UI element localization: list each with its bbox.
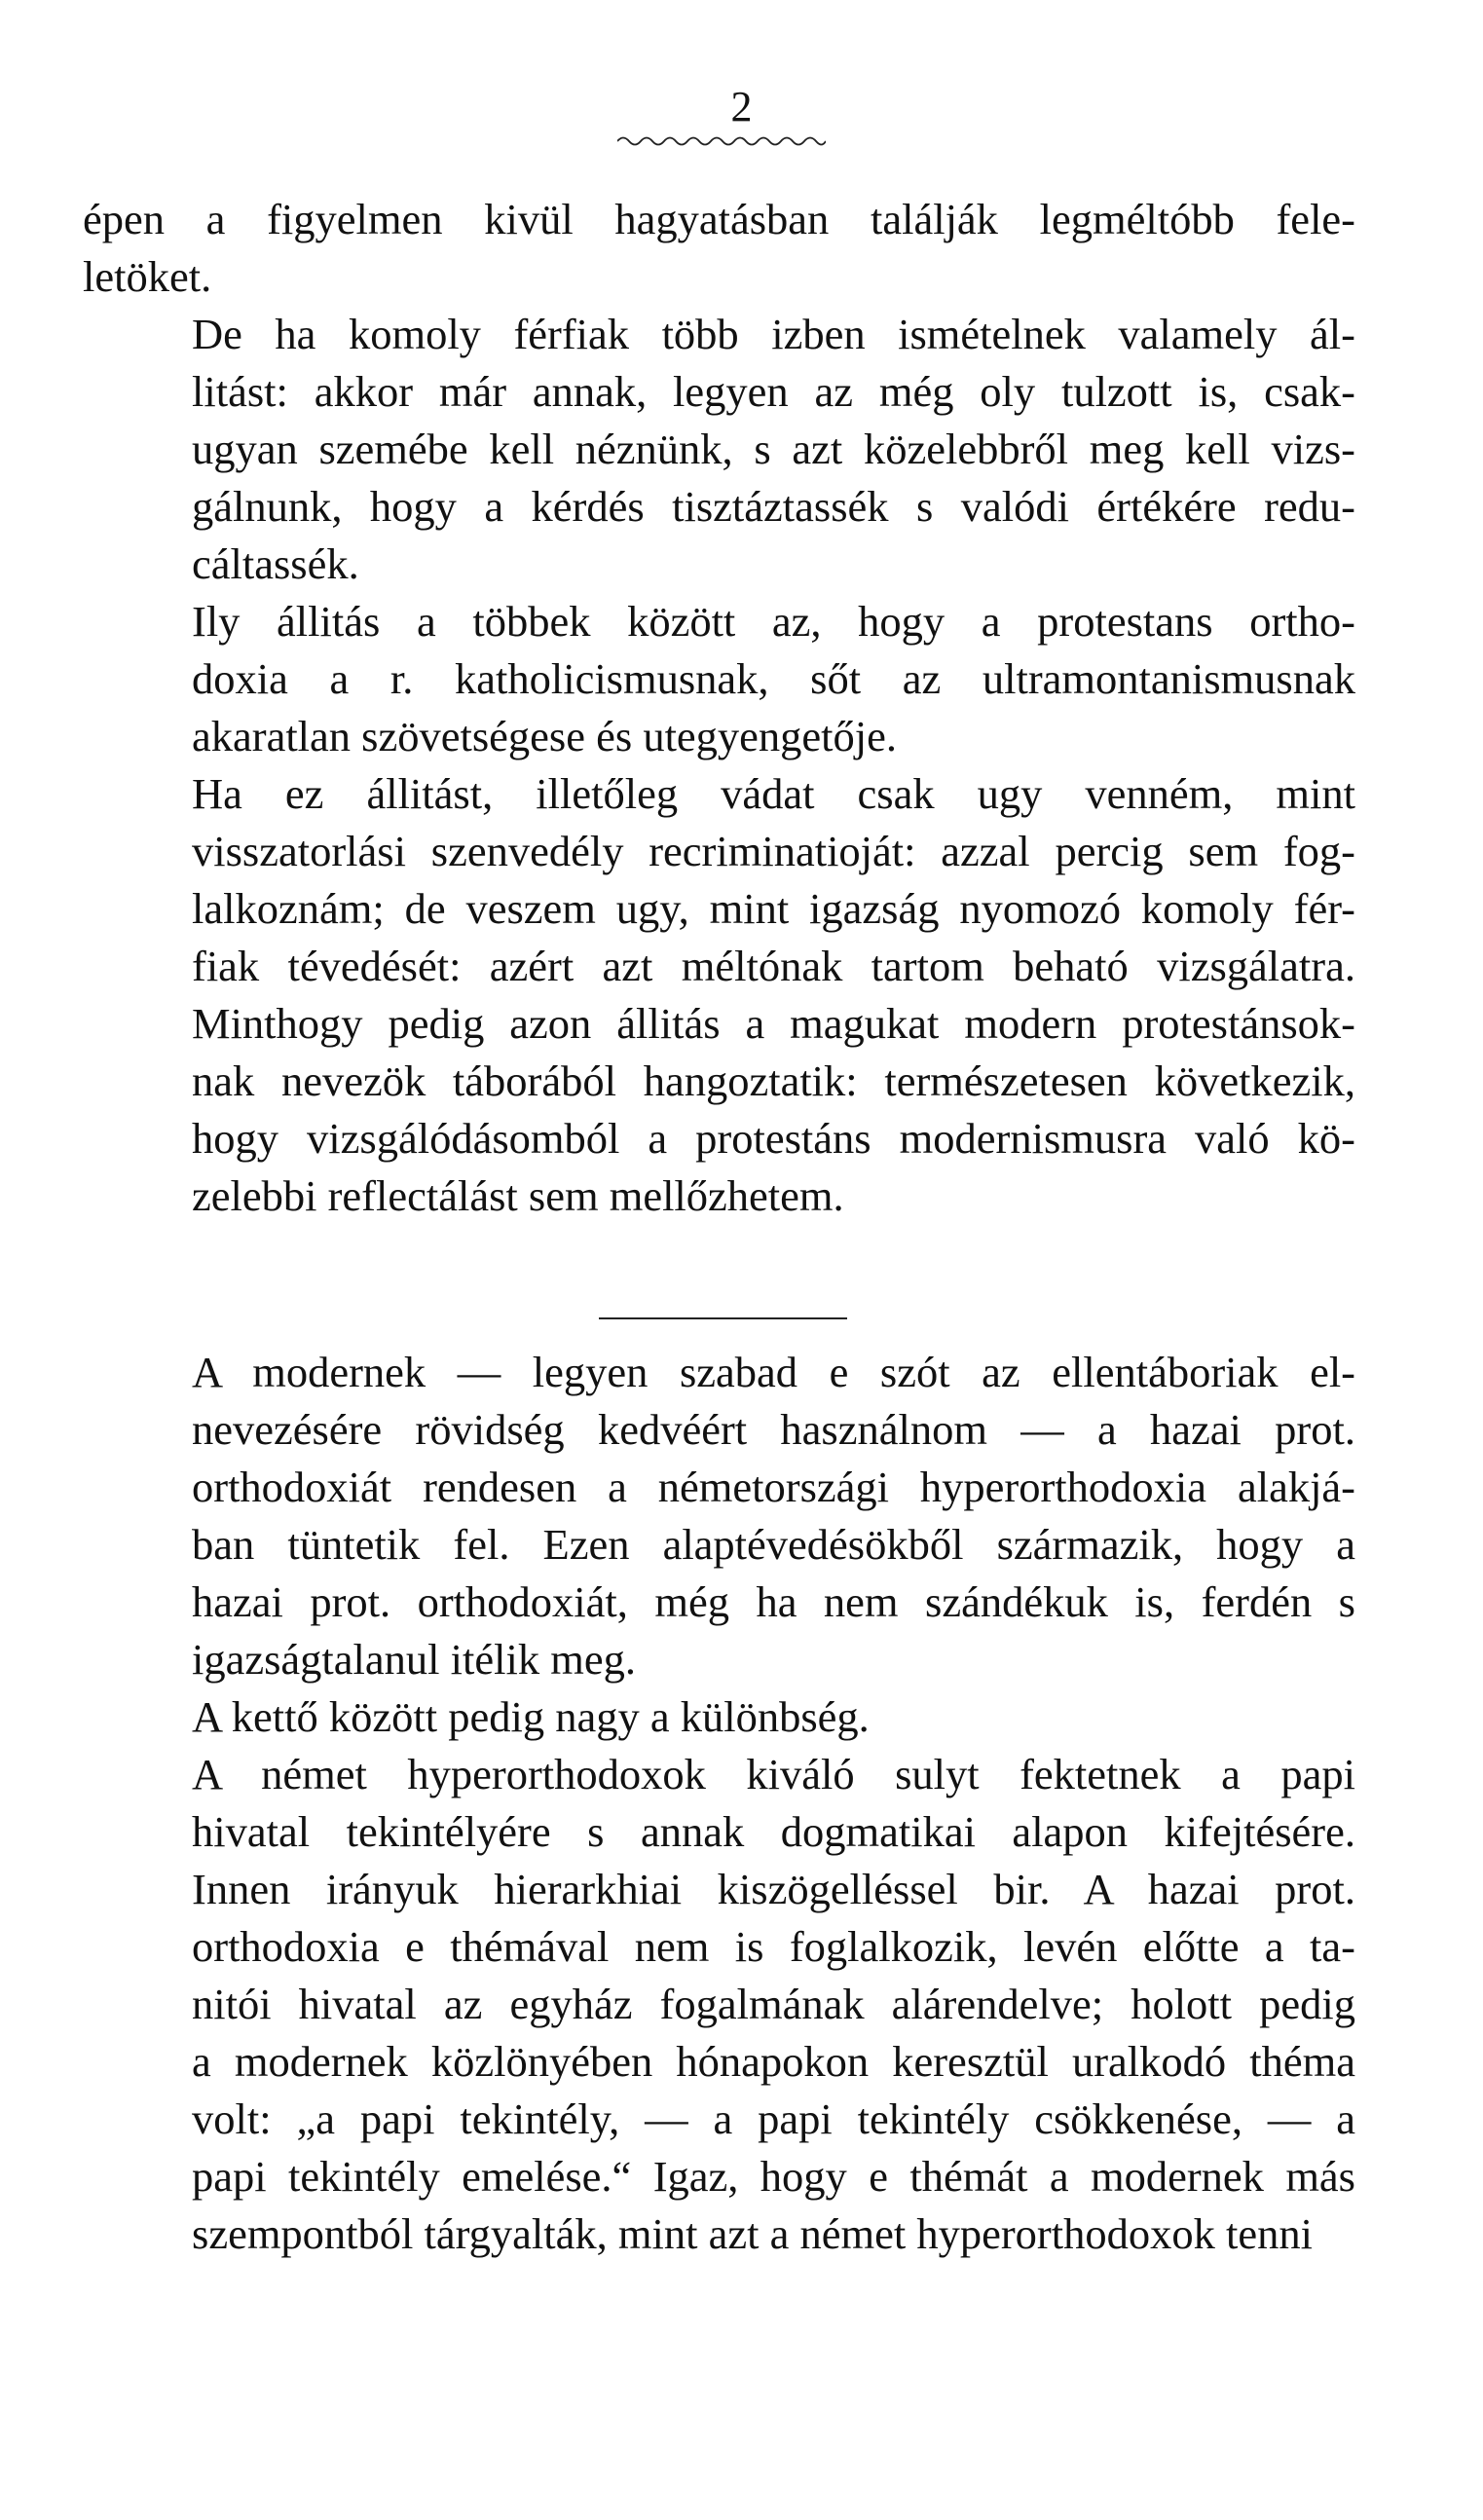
text-line: litást: akkor már annak, legyen az még oly tulzott is, csak- bbox=[192, 367, 1355, 416]
text-line: igazságtalanul itélik meg. bbox=[192, 1635, 636, 1684]
text-line: épen a figyelmen kivül hagyatásban találják legméltóbb fele- bbox=[83, 195, 1355, 243]
paragraph bbox=[83, 306, 1355, 593]
text-line: lalkoznám; de veszem ugy, mint igazság nyomozó komoly fér- bbox=[192, 884, 1355, 933]
text-line: nak nevezök táborából hangoztatik: természetesen következik, bbox=[192, 1056, 1355, 1105]
text-line: De ha komoly férfiak több izben ismételnek valamely ál- bbox=[192, 310, 1355, 358]
text-line: orthodoxia e thémával nem is foglalkozik, levén előtte a ta- bbox=[192, 1922, 1355, 1971]
page-number: 2 bbox=[730, 83, 753, 130]
text-line: letöket. bbox=[83, 252, 212, 301]
text-line: cáltassék. bbox=[192, 539, 359, 588]
section-divider bbox=[599, 1317, 847, 1319]
text-line: ban tüntetik fel. Ezen alaptévedésökből származik, hogy a bbox=[192, 1520, 1355, 1569]
text-line: a modernek közlönyében hónapokon keresztül uralkodó théma bbox=[192, 2037, 1355, 2086]
section-2 bbox=[83, 1344, 1355, 2263]
text-line: ugyan szemébe kell néznünk, s azt közelebbről meg kell vizs- bbox=[192, 425, 1355, 473]
text-line: hivatal tekintélyére s annak dogmatikai alapon kifejtésére. bbox=[192, 1807, 1355, 1856]
text-line: volt: „a papi tekintély, — a papi tekintély csökkenése, — a bbox=[192, 2094, 1355, 2143]
text-line: gálnunk, hogy a kérdés tisztáztassék s valódi értékére redu- bbox=[192, 482, 1355, 531]
paragraph bbox=[83, 1746, 1355, 2263]
text-line: visszatorlási szenvedély recriminatioját: azzal percig sem fog- bbox=[192, 827, 1355, 875]
text-line: Ily állitás a többek között az, hogy a protestans ortho- bbox=[192, 597, 1355, 646]
section-1 bbox=[83, 191, 1355, 1225]
paragraph bbox=[83, 765, 1355, 1225]
text-line: papi tekintély emelése.“ Igaz, hogy e thémát a modernek más bbox=[192, 2152, 1355, 2201]
text-line: hazai prot. orthodoxiát, még ha nem szándékuk is, ferdén s bbox=[192, 1577, 1355, 1626]
text-line: nitói hivatal az egyház fogalmának alárendelve; holott pedig bbox=[192, 1980, 1355, 2028]
text-line: Innen irányuk hierarkhiai kiszögelléssel bir. A hazai prot. bbox=[192, 1865, 1355, 1913]
paragraph bbox=[83, 1688, 1355, 1746]
text-line: orthodoxiát rendesen a németországi hyperorthodoxia alakjá- bbox=[192, 1463, 1355, 1511]
text-line: fiak tévedését: azért azt méltónak tartom beható vizsgálatra. bbox=[192, 942, 1355, 990]
text-line: zelebbi reflectálást sem mellőzhetem. bbox=[192, 1171, 844, 1220]
text-line: hogy vizsgálódásomból a protestáns modernismusra való kö- bbox=[192, 1114, 1355, 1163]
paragraph bbox=[83, 191, 1355, 306]
paragraph bbox=[83, 1344, 1355, 1688]
text-line: Ha ez állitást, illetőleg vádat csak ugy venném, mint bbox=[192, 769, 1355, 818]
text-line: doxia a r. katholicismusnak, sőt az ultramontanismusnak bbox=[192, 654, 1355, 703]
wavy-ornament bbox=[617, 134, 826, 148]
text-line: szempontból tárgyalták, mint azt a német hyperorthodoxok tenni bbox=[192, 2209, 1313, 2258]
text-line: akaratlan szövetségese és utegyengetője. bbox=[192, 712, 898, 760]
text-line: nevezésére rövidség kedvéért használnom — a hazai prot. bbox=[192, 1405, 1355, 1454]
text-line: Minthogy pedig azon állitás a magukat modern protestánsok- bbox=[192, 999, 1355, 1048]
paragraph bbox=[83, 593, 1355, 765]
text-line: A kettő között pedig nagy a különbség. bbox=[192, 1692, 870, 1741]
text-line: A modernek — legyen szabad e szót az ellentáboriak el- bbox=[192, 1348, 1355, 1396]
text-line: A német hyperorthodoxok kiváló sulyt fektetnek a papi bbox=[192, 1750, 1355, 1798]
